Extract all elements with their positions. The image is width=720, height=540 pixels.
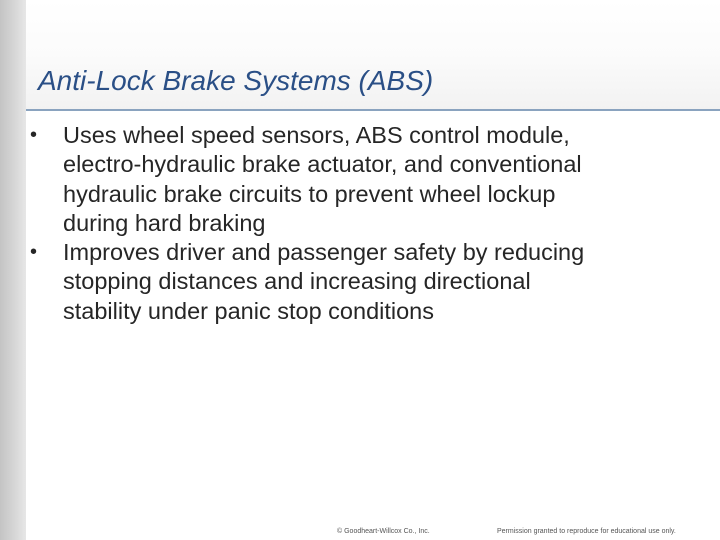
bullet-line: during hard braking (63, 209, 266, 236)
footer-copyright: © Goodheart-Willcox Co., Inc. (337, 528, 430, 535)
bullet-list (30, 121, 710, 326)
title-divider (26, 109, 720, 111)
bullet-icon: • (30, 241, 38, 264)
slide-title: Anti-Lock Brake Systems (ABS) (38, 65, 434, 96)
bullet-line: hydraulic brake circuits to prevent wheel lockup (63, 180, 556, 207)
bullet-line: Improves driver and passenger safety by reducing (63, 239, 585, 266)
bullet-item (30, 121, 710, 238)
left-sidebar-bar (0, 0, 26, 540)
bullet-line: stopping distances and increasing directional (63, 268, 531, 295)
bullet-line: Uses wheel speed sensors, ABS control module, (63, 122, 570, 148)
bullet-line: electro-hydraulic brake actuator, and conventional (63, 151, 582, 178)
footer-permission: Permission granted to reproduce for educational use only. (497, 528, 676, 535)
bullet-icon: • (30, 124, 38, 146)
bullet-item (30, 238, 710, 326)
bullet-line: stability under panic stop conditions (63, 297, 434, 324)
